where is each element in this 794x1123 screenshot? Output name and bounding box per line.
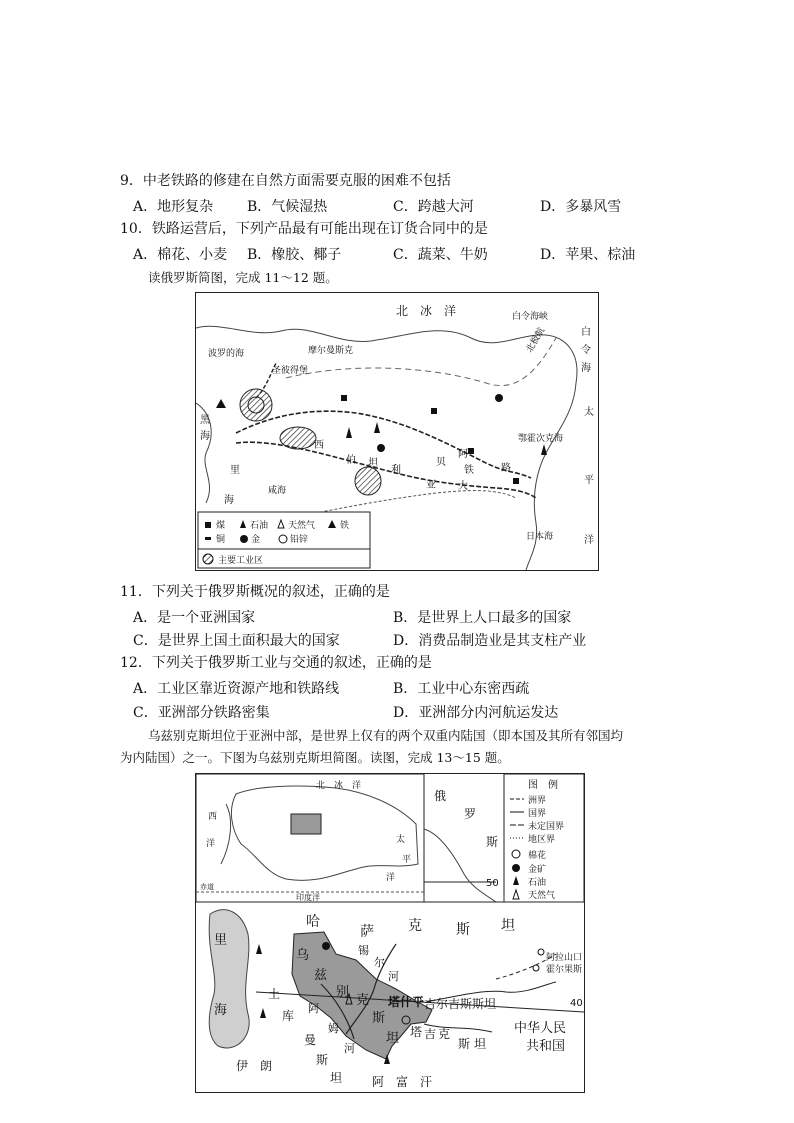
syr-1: 尔 [374, 956, 385, 969]
inset-arctic: 北 冰 洋 [316, 781, 362, 791]
q12-option-c: C．亚洲部分铁路密集 [133, 705, 270, 721]
inset-west: 西 [208, 812, 218, 822]
tashkent: 塔什干 [388, 995, 425, 1009]
kazakh-0: 哈 [306, 914, 320, 930]
map1-route: 北极航 [524, 326, 548, 355]
legend2-item-1: 国界 [528, 809, 547, 819]
map1-murmansk: 摩尔曼斯克 [308, 346, 354, 356]
uzbek-4: 斯 [372, 1011, 386, 1026]
legend2-item-2: 未定国界 [528, 822, 565, 832]
russia-0: 俄 [434, 789, 447, 803]
map1-siberia-1: 伯 [346, 455, 356, 466]
q12-option-a: A．工业区靠近资源产地和铁路线 [133, 681, 340, 697]
uzbek-5: 坦 [386, 1031, 400, 1046]
kazakh-1: 萨 [360, 924, 374, 940]
lat-50: 50 [486, 878, 499, 889]
q12-option-b: B．工业中心东密西疏 [393, 681, 530, 697]
turkmen-4: 坦 [330, 1071, 343, 1085]
caspian-0: 里 [214, 933, 228, 948]
q10-option-c: C．蔬菜、牛奶 [393, 247, 488, 263]
q9-option-d: D．多暴风雪 [540, 199, 622, 215]
q10-option-d: D．苹果、棕油 [540, 247, 636, 263]
q11-option-d: D．消费品制造业是其支柱产业 [393, 633, 587, 649]
amu-2: 河 [344, 1042, 355, 1055]
map1-br-0: 白 [581, 327, 591, 338]
legend-copper: 铜 [216, 535, 226, 545]
tajik-3: 斯 [458, 1037, 471, 1051]
map1-baikal-2: 铁 [464, 465, 474, 476]
copper-symbol [377, 444, 385, 452]
uzbek-map-svg [196, 774, 584, 1092]
turkmen-3: 斯 [316, 1053, 329, 1067]
map1-br-1: 令 [581, 345, 591, 356]
legend-gas: 天然气 [288, 521, 316, 531]
inset-pacific-0: 太 [396, 835, 406, 845]
inset-indian: 印度洋 [296, 893, 320, 902]
tajik-2: 克 [438, 1027, 451, 1041]
caspian-1: 海 [214, 1003, 228, 1018]
tajik-4: 坦 [474, 1037, 487, 1051]
kazakh-2: 克 [408, 918, 422, 934]
q12-option-d: D．亚洲部分内河航运发达 [393, 705, 559, 721]
intro-russia: 读俄罗斯简图，完成 11～12 题。 [148, 270, 338, 285]
map1-br-5: 洋 [584, 535, 594, 546]
legend-oil: 石油 [250, 521, 269, 531]
map1-baikal-1: 阿 [458, 449, 468, 460]
inset-pacific-1: 平 [402, 855, 412, 865]
legend2-item-0: 洲界 [528, 796, 547, 806]
russia-1: 罗 [464, 807, 477, 821]
legend-coal: 煤 [216, 521, 226, 531]
map1-black-1: 海 [200, 431, 210, 442]
legend-gold: 金 [251, 535, 261, 545]
intro-uzbek-1: 乌兹别克斯坦位于亚洲中部，是世界上仅有的两个双重内陆国（即本国及其所有邻国均 [148, 728, 624, 743]
afghan: 阿 富 汗 [372, 1075, 433, 1089]
q10-stem: 10．铁路运营后，下列产品最有可能出现在订货合同中的是 [120, 221, 488, 237]
russia-map [195, 292, 599, 571]
coal-symbol [513, 478, 519, 484]
kazakh-3: 斯 [456, 922, 470, 938]
map1-stpete: 圣彼得堡 [272, 366, 309, 376]
amu-0: 阿 [308, 1002, 319, 1015]
lat-40: 40 [570, 998, 583, 1009]
legend2-title: 图 例 [528, 780, 558, 791]
kazakh-4: 坦 [501, 918, 515, 934]
map1-siberia-2: 坦 [368, 458, 378, 469]
iran: 伊 朗 [236, 1059, 273, 1073]
q9-option-b: B．气候湿热 [247, 199, 328, 215]
inset-equator: 赤道 [200, 883, 214, 891]
q11-option-c: C．是世界上国土面积最大的国家 [133, 633, 340, 649]
legend2-item-6: 石油 [528, 878, 547, 888]
inset-ocean-w: 洋 [206, 839, 216, 849]
legend2-item-5: 金矿 [528, 865, 547, 875]
map1-amur-1: 路 [501, 463, 511, 474]
syr-0: 锡 [358, 944, 369, 957]
turkmen-0: 土 [268, 987, 281, 1001]
q10-option-a: A．棉花、小麦 [133, 247, 228, 263]
map1-arctic: 北 冰 洋 [396, 304, 457, 318]
map1-black-0: 黑 [200, 415, 210, 426]
amu-1: 姆 [328, 1022, 339, 1035]
q9-option-a: A．地形复杂 [133, 199, 214, 215]
uzbek-map [195, 773, 585, 1093]
q9-option-c: C．跨越大河 [393, 199, 474, 215]
map1-siberia-4: 亚 [426, 480, 436, 491]
map1-br-3: 太 [584, 407, 594, 418]
russia-2: 斯 [486, 835, 499, 849]
tajik-0: 塔 [410, 1025, 423, 1039]
gold-symbol [495, 394, 503, 402]
coal-symbol [431, 408, 437, 414]
q11-option-b: B．是世界上人口最多的国家 [393, 610, 572, 626]
map1-siberia-3: 利 [391, 465, 401, 476]
map1-baikal-0: 贝 [436, 457, 446, 468]
china-1: 共和国 [526, 1039, 566, 1054]
uzbek-1: 兹 [314, 968, 328, 983]
china-0: 中华人民 [514, 1021, 567, 1036]
map1-br-2: 海 [581, 363, 591, 374]
map1-caspian-0: 里 [230, 465, 240, 476]
alashankou-0: 阿拉山口 [546, 953, 583, 963]
legend-industry: 主要工业区 [218, 556, 264, 566]
coal-symbol [468, 448, 474, 454]
legend-leadzinc: 铅锌 [290, 535, 309, 545]
map1-bering: 白令海峡 [512, 312, 549, 322]
uzbek-0: 乌 [296, 948, 310, 963]
legend2-item-3: 地区界 [528, 835, 556, 845]
map1-amur-0: 大 [458, 481, 468, 492]
uzbek-3: 克 [356, 993, 370, 1008]
q10-option-b: B．橡胶、椰子 [247, 247, 342, 263]
coal-symbol [341, 395, 347, 401]
map1-okhotsk: 鄂霍次克海 [518, 434, 564, 444]
q9-stem: 9．中老铁路的修建在自然方面需要克服的困难不包括 [120, 173, 451, 189]
legend-iron: 铁 [340, 521, 350, 531]
russia-map-svg [196, 293, 598, 570]
map1-baltic: 波罗的海 [208, 349, 245, 359]
intro-uzbek-2: 为内陆国）之一。下图为乌兹别克斯坦简图。读图，完成 13～15 题。 [120, 750, 510, 765]
map1-caspian-1: 海 [224, 495, 234, 506]
q11-stem: 11．下列关于俄罗斯概况的叙述，正确的是 [120, 584, 390, 600]
turkmen-2: 曼 [304, 1033, 317, 1047]
syr-2: 河 [388, 970, 399, 983]
map1-siberia-0: 西 [314, 440, 324, 451]
alashankou-1: 霍尔果斯 [546, 965, 583, 975]
turkmen-1: 库 [282, 1009, 295, 1023]
tajik-1: 吉 [424, 1027, 437, 1041]
map1-lake: 咸海 [268, 486, 287, 496]
q12-stem: 12．下列关于俄罗斯工业与交通的叙述，正确的是 [120, 655, 432, 671]
uzbek-2: 别 [336, 985, 350, 1000]
map1-japan: 日本海 [526, 532, 554, 542]
map1-br-4: 平 [584, 475, 594, 486]
q11-option-a: A．是一个亚洲国家 [133, 610, 256, 626]
inset-pacific-2: 洋 [386, 873, 396, 883]
kyrgyz: 吉尔吉斯斯坦 [424, 997, 497, 1011]
legend2-item-4: 棉花 [528, 851, 547, 861]
legend2-item-7: 天然气 [528, 891, 556, 901]
